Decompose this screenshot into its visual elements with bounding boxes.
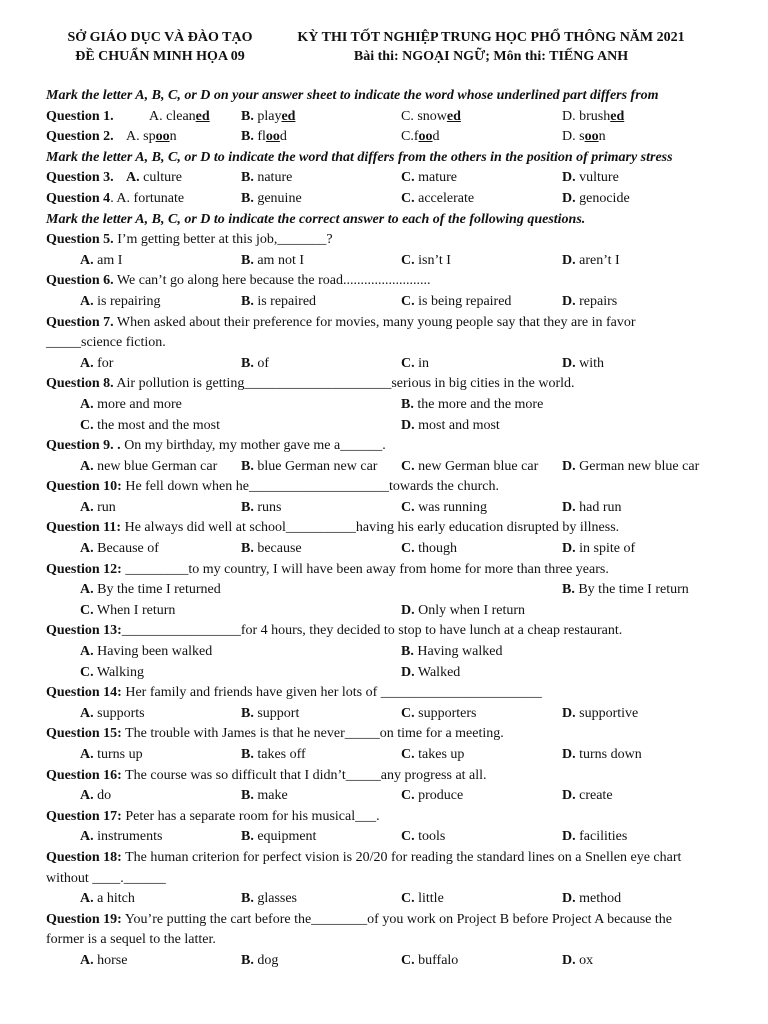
option-text: support (253, 705, 300, 721)
option-c (401, 704, 476, 725)
option-c (401, 786, 463, 807)
option-b: B. played (241, 108, 296, 124)
option-d (401, 416, 500, 437)
department-name: SỞ GIÁO DỤC VÀ ĐÀO TẠO (67, 30, 253, 45)
option-text: Only when I return (414, 602, 526, 618)
option-letter: C. (401, 952, 415, 968)
option-letter: B. (241, 170, 254, 186)
option-text: tools (414, 829, 446, 845)
question-stem: Air pollution is getting_____________________serious in big cities in the world. (113, 376, 575, 392)
option-letter: B. (401, 644, 414, 660)
options-15 (46, 745, 736, 766)
option-letter: C. (401, 788, 415, 804)
option-c (401, 457, 538, 478)
option-text: the more and the more (413, 396, 544, 412)
option-text: genuine (253, 190, 302, 206)
question-1 (46, 107, 736, 128)
option-letter: D. (562, 355, 576, 371)
option-text: is being repaired (414, 293, 512, 309)
option-a (80, 704, 145, 725)
question-label: Question 13: (46, 623, 122, 639)
option-a: A. cleaned (149, 108, 210, 124)
option-b (241, 889, 297, 910)
option-text: Walking (93, 664, 144, 680)
option-c (80, 416, 220, 437)
question-4 (46, 189, 736, 210)
option-text: new blue German car (93, 458, 218, 474)
options-12-row-2 (46, 601, 736, 622)
option-c (401, 827, 445, 848)
option-text: though (414, 541, 458, 557)
question-10 (46, 477, 736, 498)
option-text: for (93, 355, 114, 371)
option-text: most and most (414, 417, 500, 433)
option-d (562, 704, 638, 725)
option-text: do (93, 788, 112, 804)
option-letter: A. (80, 541, 94, 557)
option-c (80, 601, 175, 622)
option-c (401, 292, 511, 313)
option-letter: B. (241, 891, 254, 907)
option-text: produce (414, 788, 464, 804)
option-letter: A. (80, 747, 94, 762)
question-stem: _________to my country, I will have been away from home for more than three years. (121, 561, 609, 577)
question-15 (46, 724, 736, 745)
option-b (401, 395, 543, 416)
option-b (241, 539, 302, 560)
question-label: Question 16: (46, 767, 122, 783)
option-c (401, 189, 474, 210)
option-text: takes off (253, 747, 306, 762)
question-stem: without ____.______ (46, 870, 166, 886)
instruction-pronunciation: Mark the letter A, B, C, or D on your answer sheet to indicate the word whose underlined part differs from (46, 88, 659, 103)
option-letter: D. (401, 417, 415, 433)
question-19 (46, 910, 736, 931)
option-d: D. brushed (562, 108, 625, 124)
option-d (562, 539, 635, 560)
option-c (401, 889, 444, 910)
option-d (562, 251, 620, 272)
option-letter: A. (80, 788, 94, 804)
option-letter: D. (562, 458, 576, 474)
option-text: am I (93, 252, 123, 268)
option-letter: C. (401, 891, 415, 907)
question-stem: The trouble with James is that he never_____on time for a meeting. (121, 726, 504, 742)
option-letter: D. (401, 602, 415, 618)
option-text: genocide (575, 190, 630, 206)
option-letter: C. (401, 170, 415, 186)
option-c (401, 251, 451, 272)
question-stem: _________________for 4 hours, they decided to stop to have lunch at a cheap restaurant. (121, 623, 623, 639)
options-17 (46, 827, 736, 848)
option-text: culture (139, 170, 182, 186)
option-text: buffalo (414, 952, 459, 968)
option-letter: C. (80, 417, 94, 433)
option-letter: A. (80, 355, 94, 371)
option-text: facilities (575, 829, 628, 845)
option-text: am not I (253, 252, 304, 268)
question-stem: The human criterion for perfect vision is 20/20 for reading the standard lines on a Snellen eye chart (121, 849, 682, 865)
question-label: Question 12: (46, 561, 122, 577)
option-d (562, 189, 630, 210)
option-letter: B. (241, 952, 254, 968)
option-a (80, 580, 221, 601)
question-stem: Peter has a separate room for his musical___. (121, 808, 380, 824)
option-text: takes up (414, 747, 465, 762)
option-a (80, 642, 212, 663)
options-8-row-1 (46, 395, 736, 416)
option-letter: D. (562, 293, 576, 309)
option-text: had run (575, 499, 622, 515)
option-letter: B. (241, 541, 254, 557)
option-d (562, 292, 617, 313)
option-text: runs (253, 499, 282, 515)
option-letter: C. (401, 829, 415, 845)
options-5 (46, 251, 736, 272)
option-letter: A. (80, 396, 94, 412)
option-letter: B. (241, 252, 254, 268)
option-text: run (93, 499, 116, 515)
question-8 (46, 374, 736, 395)
option-text: Walked (414, 664, 461, 680)
question-label: Question 17: (46, 808, 122, 824)
option-b (562, 580, 689, 601)
option-text: because (253, 541, 302, 557)
question-label: Question 14: (46, 685, 122, 701)
option-text: mature (414, 170, 457, 186)
option-letter: A. (80, 252, 94, 268)
option-letter: D. (562, 170, 576, 186)
option-text: aren’t I (575, 252, 620, 268)
question-5 (46, 230, 736, 251)
question-11 (46, 518, 736, 539)
option-text: instruments (93, 829, 163, 845)
option-text: When I return (93, 602, 176, 618)
option-letter: D. (562, 891, 576, 907)
option-text: ox (575, 952, 594, 968)
option-letter: B. (562, 582, 575, 598)
option-b (241, 498, 281, 519)
option-text: in spite of (575, 541, 636, 557)
option-text: glasses (253, 891, 298, 907)
option-b (241, 827, 316, 848)
option-text: turns down (575, 747, 642, 762)
option-a (126, 168, 182, 189)
option-letter: B. (241, 458, 254, 474)
option-b (241, 951, 278, 972)
option-letter: A. (80, 952, 94, 968)
option-letter: A. (80, 582, 94, 598)
option-a: A. spoon (126, 129, 177, 145)
option-letter: A. (126, 170, 140, 186)
option-letter: A. (80, 644, 94, 660)
option-text: make (253, 788, 288, 804)
option-c: C.food (401, 129, 440, 145)
option-text: accelerate (414, 190, 475, 206)
option-text: new German blue car (414, 458, 539, 474)
option-letter: C. (401, 252, 415, 268)
header-left (50, 28, 270, 66)
question-14 (46, 683, 736, 704)
option-letter: B. (241, 747, 254, 762)
question-18-continued (46, 869, 736, 890)
options-14 (46, 704, 736, 725)
option-b (241, 457, 377, 478)
option-text: is repairing (93, 293, 161, 309)
question-label: Question 8. (46, 376, 114, 392)
question-stem: I’m getting better at this job,_______? (113, 232, 333, 248)
exam-title: KỲ THI TỐT NGHIỆP TRUNG HỌC PHỔ THÔNG NĂM 2021 (297, 30, 685, 45)
option-c (401, 498, 487, 519)
option-d (562, 951, 593, 972)
option-c (401, 745, 464, 766)
options-13-row-2 (46, 663, 736, 684)
option-letter: B. (241, 705, 254, 721)
option-letter: C. (401, 541, 415, 557)
option-a: . A. fortunate (110, 190, 185, 206)
question-label: Question 7. (46, 314, 114, 330)
option-letter: A. (80, 891, 94, 907)
option-text: supportive (575, 705, 639, 721)
option-b (401, 642, 503, 663)
question-stem: Her family and friends have given her lots of _______________________ (121, 685, 542, 701)
question-stem: _____science fiction. (46, 335, 166, 351)
option-text: By the time I return (574, 582, 689, 598)
option-b (241, 168, 292, 189)
options-13-row-1 (46, 642, 736, 663)
option-letter: C. (80, 664, 94, 680)
option-letter: D. (562, 499, 576, 515)
option-a (80, 889, 135, 910)
option-a (80, 951, 127, 972)
option-text: dog (253, 952, 279, 968)
question-stem: The course was so difficult that I didn’t_____any progress at all. (121, 767, 487, 783)
question-stem: When asked about their preference for movies, many young people say that they are in favor (113, 314, 636, 330)
option-text: create (575, 788, 613, 804)
option-d (562, 168, 619, 189)
question-label: Question 2. (46, 129, 114, 145)
option-c (401, 539, 457, 560)
option-text: Because of (93, 541, 159, 557)
question-9 (46, 436, 736, 457)
option-text: repairs (575, 293, 618, 309)
question-label: Question 9. . (46, 438, 121, 454)
option-letter: C. (401, 355, 415, 371)
option-letter: C. (401, 747, 415, 762)
option-letter: D. (562, 705, 576, 721)
option-text: supporters (414, 705, 477, 721)
question-stem: He always did well at school__________having his early education disrupted by illness. (121, 520, 620, 536)
option-letter: D. (401, 664, 415, 680)
instruction-stress: Mark the letter A, B, C, or D to indicate the word that differs from the others in the position of primary stress (46, 149, 673, 165)
question-list (46, 86, 736, 972)
exam-subtitle: Bài thi: NGOẠI NGỮ; Môn thi: TIẾNG ANH (353, 49, 629, 64)
option-d (401, 601, 525, 622)
option-b: B. flood (241, 129, 287, 145)
option-letter: A. (80, 705, 94, 721)
question-16 (46, 766, 736, 787)
option-a (80, 827, 162, 848)
option-b (241, 251, 304, 272)
option-d (401, 663, 460, 684)
option-letter: B. (401, 396, 414, 412)
option-text: the most and the most (93, 417, 221, 433)
option-c: C. snowed (401, 108, 461, 124)
option-letter: D. (562, 747, 576, 762)
question-label: Question 15: (46, 726, 122, 742)
option-a (80, 251, 122, 272)
option-text: little (414, 891, 444, 907)
question-label: Question 10: (46, 479, 122, 495)
question-17 (46, 807, 736, 828)
question-stem: former is a sequel to the latter. (46, 932, 216, 948)
question-stem: We can’t go along here because the road......................... (113, 273, 431, 289)
option-d (562, 354, 604, 375)
question-12 (46, 560, 736, 581)
question-stem: On my birthday, my mother gave me a______. (120, 438, 386, 454)
option-d (562, 889, 621, 910)
option-d (562, 745, 642, 766)
option-text: blue German new car (253, 458, 378, 474)
option-letter: B. (241, 293, 254, 309)
option-letter: D. (562, 541, 576, 557)
question-label: Question 18: (46, 849, 122, 865)
question-label: Question 3. (46, 170, 114, 186)
option-text: method (575, 891, 622, 907)
option-text: German new blue car (575, 458, 700, 474)
options-18 (46, 889, 736, 910)
options-8-row-2 (46, 416, 736, 437)
question-label: Question 11: (46, 520, 122, 536)
option-letter: A. (80, 458, 94, 474)
option-d: D. soon (562, 129, 606, 145)
option-letter: A. (80, 829, 94, 845)
option-text: By the time I returned (93, 582, 221, 598)
option-text: horse (93, 952, 128, 968)
option-d (562, 827, 627, 848)
exam-code: ĐỀ CHUẨN MINH HỌA 09 (75, 49, 245, 64)
option-a (80, 395, 182, 416)
option-text: isn’t I (414, 252, 451, 268)
option-b (241, 745, 306, 766)
option-letter: D. (562, 252, 576, 268)
option-text: a hitch (93, 891, 135, 907)
options-7 (46, 354, 736, 375)
option-letter: C. (401, 293, 415, 309)
option-text: with (575, 355, 605, 371)
option-c (80, 663, 144, 684)
option-a (80, 539, 159, 560)
question-label: Question 4 (46, 190, 111, 206)
question-label: Question 6. (46, 273, 114, 289)
options-16 (46, 786, 736, 807)
option-a (80, 457, 217, 478)
option-b (241, 189, 302, 210)
option-b (241, 354, 269, 375)
option-letter: C. (401, 190, 415, 206)
option-text: vulture (575, 170, 619, 186)
question-2 (46, 127, 736, 148)
question-label: Question 5. (46, 232, 114, 248)
option-c (401, 168, 457, 189)
option-text: supports (93, 705, 145, 721)
option-letter: B. (241, 829, 254, 845)
option-letter: D. (562, 190, 576, 206)
options-11 (46, 539, 736, 560)
question-label: Question 19: (46, 911, 122, 927)
option-b (241, 704, 299, 725)
option-text: was running (414, 499, 487, 515)
option-a (80, 498, 116, 519)
option-a (80, 745, 143, 766)
option-letter: C. (401, 705, 415, 721)
option-a (80, 292, 161, 313)
option-text: in (414, 355, 430, 371)
option-b (241, 292, 316, 313)
option-text: turns up (93, 747, 143, 762)
option-text: Having walked (413, 644, 503, 660)
option-a (80, 354, 113, 375)
option-letter: B. (241, 788, 254, 804)
option-c (401, 951, 458, 972)
option-letter: A. (80, 499, 94, 515)
options-19 (46, 951, 736, 972)
question-7-continued (46, 333, 736, 354)
option-letter: C. (401, 499, 415, 515)
option-d (562, 498, 622, 519)
options-10 (46, 498, 736, 519)
option-letter: D. (562, 829, 576, 845)
question-13 (46, 621, 736, 642)
question-6 (46, 271, 736, 292)
option-letter: B. (241, 499, 254, 515)
option-d (562, 457, 699, 478)
option-letter: B. (241, 355, 254, 371)
option-text: equipment (253, 829, 317, 845)
options-6 (46, 292, 736, 313)
option-b (241, 786, 288, 807)
question-7 (46, 313, 736, 334)
option-letter: B. (241, 190, 254, 206)
option-text: more and more (93, 396, 182, 412)
option-a (80, 786, 111, 807)
option-d (562, 786, 613, 807)
options-9 (46, 457, 736, 478)
option-text: Having been walked (93, 644, 213, 660)
option-letter: D. (562, 788, 576, 804)
instruction-correct-answer: Mark the letter A, B, C, or D to indicate the correct answer to each of the following questions. (46, 211, 586, 227)
option-letter: D. (562, 952, 576, 968)
question-3 (46, 168, 736, 189)
question-18 (46, 848, 736, 869)
question-label: Question 1. (46, 108, 114, 124)
option-text: nature (253, 170, 293, 186)
option-text: is repaired (253, 293, 317, 309)
option-c (401, 354, 429, 375)
option-letter: A. (80, 293, 94, 309)
option-letter: C. (401, 458, 415, 474)
header-right (276, 28, 706, 66)
option-letter: C. (80, 602, 94, 618)
question-19-continued (46, 930, 736, 951)
options-12-row-1 (46, 580, 736, 601)
question-stem: You’re putting the cart before the________of you work on Project B before Project A because the (121, 911, 672, 927)
question-stem: He fell down when he____________________towards the church. (121, 479, 499, 495)
option-text: of (253, 355, 270, 371)
